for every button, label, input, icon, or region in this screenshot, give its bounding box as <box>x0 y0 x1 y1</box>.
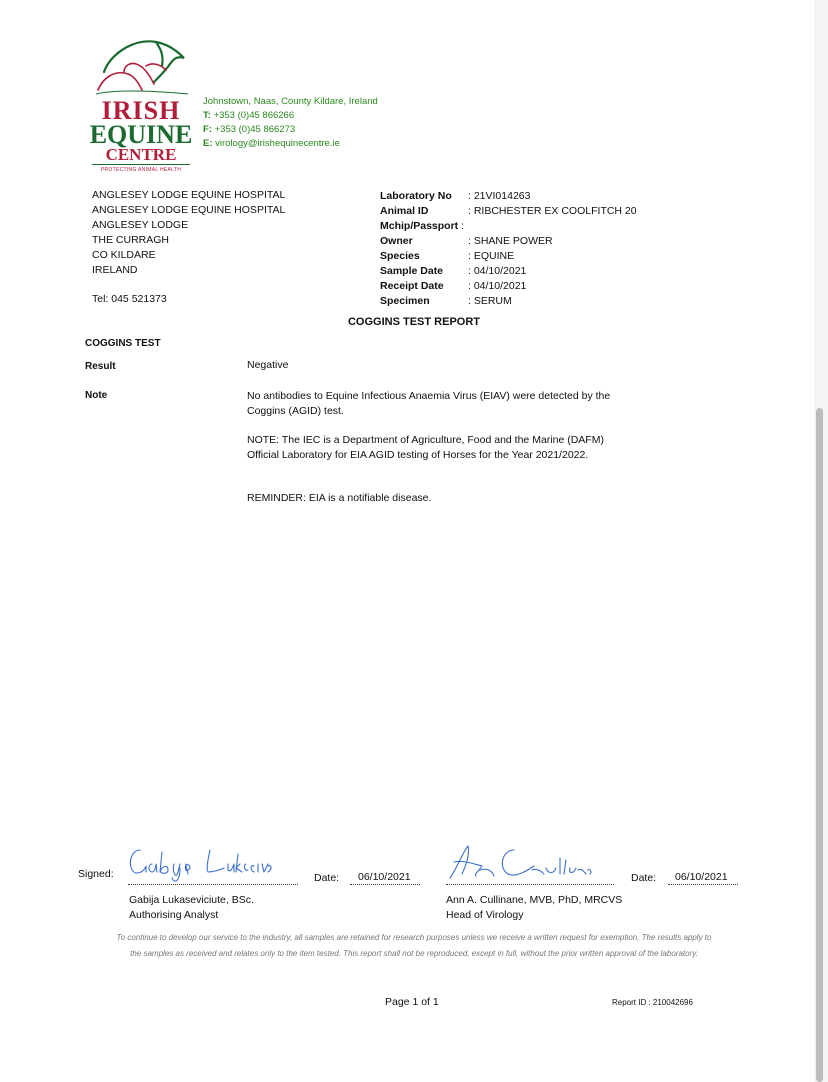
date-line-head <box>668 884 738 885</box>
address-line: THE CURRAGH <box>92 234 170 246</box>
head-role: Head of Virology <box>446 909 524 921</box>
sample-value: : SHANE POWER <box>468 235 553 247</box>
note-paragraph: No antibodies to Equine Infectious Anaemia Virus (EIAV) were detected by the Coggins (AGID) test. <box>247 390 611 417</box>
signed-label: Signed: <box>78 868 114 880</box>
address-line: CO KILDARE <box>92 249 156 261</box>
date-line-analyst <box>350 884 420 885</box>
date-label-head: Date: <box>631 872 657 884</box>
signer-analyst <box>129 893 254 923</box>
sample-value: : EQUINE <box>468 250 515 262</box>
date-label-analyst: Date: <box>314 872 340 884</box>
sample-key: Species <box>380 250 420 262</box>
lab-phone: +353 (0)45 866266 <box>213 110 295 121</box>
phone-label: T: <box>203 110 211 121</box>
note-label: Note <box>85 390 108 401</box>
reminder-paragraph: REMINDER: EIA is a notifiable disease. <box>247 492 432 504</box>
lab-fax: +353 (0)45 866273 <box>214 124 296 135</box>
sample-value: : 04/10/2021 <box>468 280 527 292</box>
sample-key: Specimen <box>380 295 430 307</box>
logo-centre: CENTRE <box>105 145 177 164</box>
note-paragraph: NOTE: The IEC is a Department of Agriculture, Food and the Marine (DAFM) Official Laboratory for EIA AGID testing of Horses for the Year 2021/2022. <box>247 434 604 461</box>
date-value-head: 06/10/2021 <box>675 871 728 883</box>
lab-address: Johnstown, Naas, County Kildare, Ireland <box>203 96 378 107</box>
lab-phone-line <box>203 109 378 123</box>
sample-key: Animal ID <box>380 205 429 217</box>
head-name: Ann A. Cullinane, MVB, PhD, MRCVS <box>446 894 623 906</box>
signature-image-head <box>444 840 594 886</box>
page-number: Page 1 of 1 <box>385 996 439 1008</box>
result-label: Result <box>85 361 116 372</box>
report-title: COGGINS TEST REPORT <box>347 316 480 328</box>
fax-label: F: <box>203 124 212 135</box>
irish-equine-centre-logo <box>88 36 194 176</box>
sample-key: Laboratory No <box>380 190 452 202</box>
logo-equine: EQUINE <box>89 120 193 149</box>
sample-key: Receipt Date <box>380 280 444 292</box>
logo-divider <box>92 164 190 165</box>
sample-value: : 04/10/2021 <box>468 265 527 277</box>
signature-line-head <box>446 884 614 885</box>
signature-image-analyst <box>124 842 274 882</box>
disclaimer: To continue to develop our service to the industry, all samples are retained for research purposes unless we receive a written request for exemption. The results apply to the samples as received and relates only to the item tested. This report shall not be reproduced, except in full, without the prior written approval of the laboratory. <box>116 933 712 958</box>
horse-logo-icon <box>94 36 190 98</box>
report-id: Report ID : 210042696 <box>612 998 693 1007</box>
sample-key: Sample Date <box>380 265 444 277</box>
sample-value: : 21VI014263 <box>468 190 531 202</box>
sample-value: : <box>461 220 464 232</box>
address-line: ANGLESEY LODGE <box>92 219 189 231</box>
logo-irish: IRISH <box>101 96 181 125</box>
address-line: ANGLESEY LODGE EQUINE HOSPITAL <box>92 189 286 201</box>
signer-head <box>446 893 622 923</box>
analyst-role: Authorising Analyst <box>129 909 219 921</box>
logo-tagline: PROTECTING ANIMAL HEALTH <box>100 167 182 173</box>
lab-email-line <box>203 137 378 151</box>
address-line: IRELAND <box>92 264 138 276</box>
address-line: ANGLESEY LODGE EQUINE HOSPITAL <box>92 204 286 216</box>
email-label: E: <box>203 138 213 149</box>
lab-fax-line <box>203 123 378 137</box>
recipient-tel: Tel: 045 521373 <box>92 293 167 305</box>
sample-value: : SERUM <box>468 295 512 307</box>
signature-line-analyst <box>128 884 298 885</box>
sample-key: Mchip/Passport <box>380 220 459 232</box>
result-value: Negative <box>247 359 289 371</box>
recipient-address <box>92 188 285 278</box>
lab-email: virology@irishequinecentre.ie <box>215 138 340 149</box>
date-value-analyst: 06/10/2021 <box>358 871 411 883</box>
scrollbar-thumb[interactable] <box>816 408 823 1082</box>
analyst-name: Gabija Lukaseviciute, BSc. <box>129 894 254 906</box>
sample-value: : RIBCHESTER EX COOLFITCH 20 <box>468 205 637 217</box>
test-name: COGGINS TEST <box>85 338 161 349</box>
sample-key: Owner <box>380 235 413 247</box>
contact-block <box>203 95 378 151</box>
